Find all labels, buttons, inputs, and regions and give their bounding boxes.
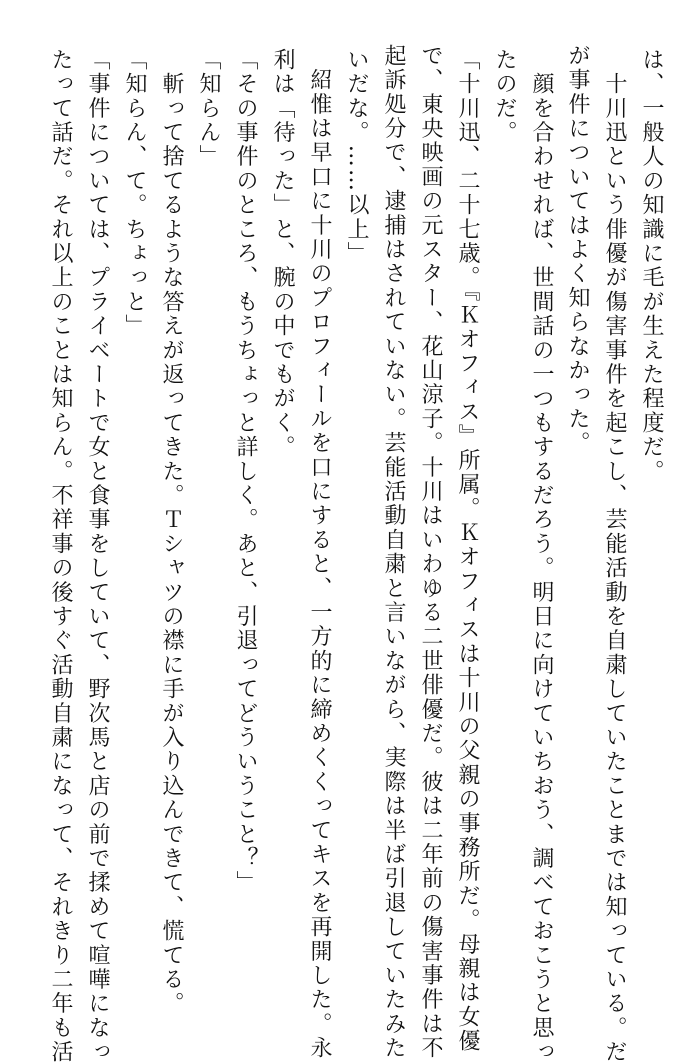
text-column-6: 「十川迅、二十七歳。『Ｋオフィス』所属。Ｋオフィスは十川の父親の事務所だ。母親は女優 xyxy=(455,48,480,1054)
text-column-15: 「知らん、て。ちょっと」 xyxy=(122,48,147,339)
text-column-9: いだな。……以上」 xyxy=(344,48,369,266)
text-column-2: 十川迅という俳優が傷害事件を起こし、芸能活動を自粛していたことまでは知っている。だ xyxy=(602,48,627,1064)
text-column-10: 紹惟は早口に十川のプロフィールを口にすると、一方的に締めくくってキスを再開した。永 xyxy=(307,44,332,1061)
text-column-14: 斬って捨てるような答えが返ってきた。Ｔシャツの襟に手が入り込んできて、慌てる。 xyxy=(159,48,184,1016)
text-column-11: 利は「待った」と、腕の中でもがく。 xyxy=(270,48,295,460)
text-column-16: 「事件については、プライベートで女と食事をしていて、野次馬と店の前で揉めて喧嘩になっ xyxy=(85,48,110,1064)
text-column-3: が事件についてはよく知らなかった。 xyxy=(565,44,590,456)
text-column-8: 起訴処分で、逮捕はされていない。芸能活動自粛と言いながら、実際は半ば引退していたみた xyxy=(381,44,406,1061)
text-column-4: 顔を合わせれば、世間話の一つもするだろう。明日に向けていちおう、調べておこうと思っ xyxy=(529,48,554,1064)
text-column-7: で、東央映画の元スター、花山涼子。十川はいわゆる二世俳優だ。彼は二年前の傷害事件は不 xyxy=(418,44,443,1061)
text-column-13: 「知らん」 xyxy=(196,48,221,169)
text-column-12: 「その事件のところ、もうちょっと詳しく。あと、引退ってどういうこと？」 xyxy=(233,48,258,895)
text-column-17: たって話だ。それ以上のことは知らん。不祥事の後すぐ活動自粛になって、それきり二年も活 xyxy=(48,48,73,1064)
text-column-1: は、一般人の知識に毛が生えた程度だ。 xyxy=(639,48,664,484)
text-column-5: たのだ。 xyxy=(492,48,517,145)
